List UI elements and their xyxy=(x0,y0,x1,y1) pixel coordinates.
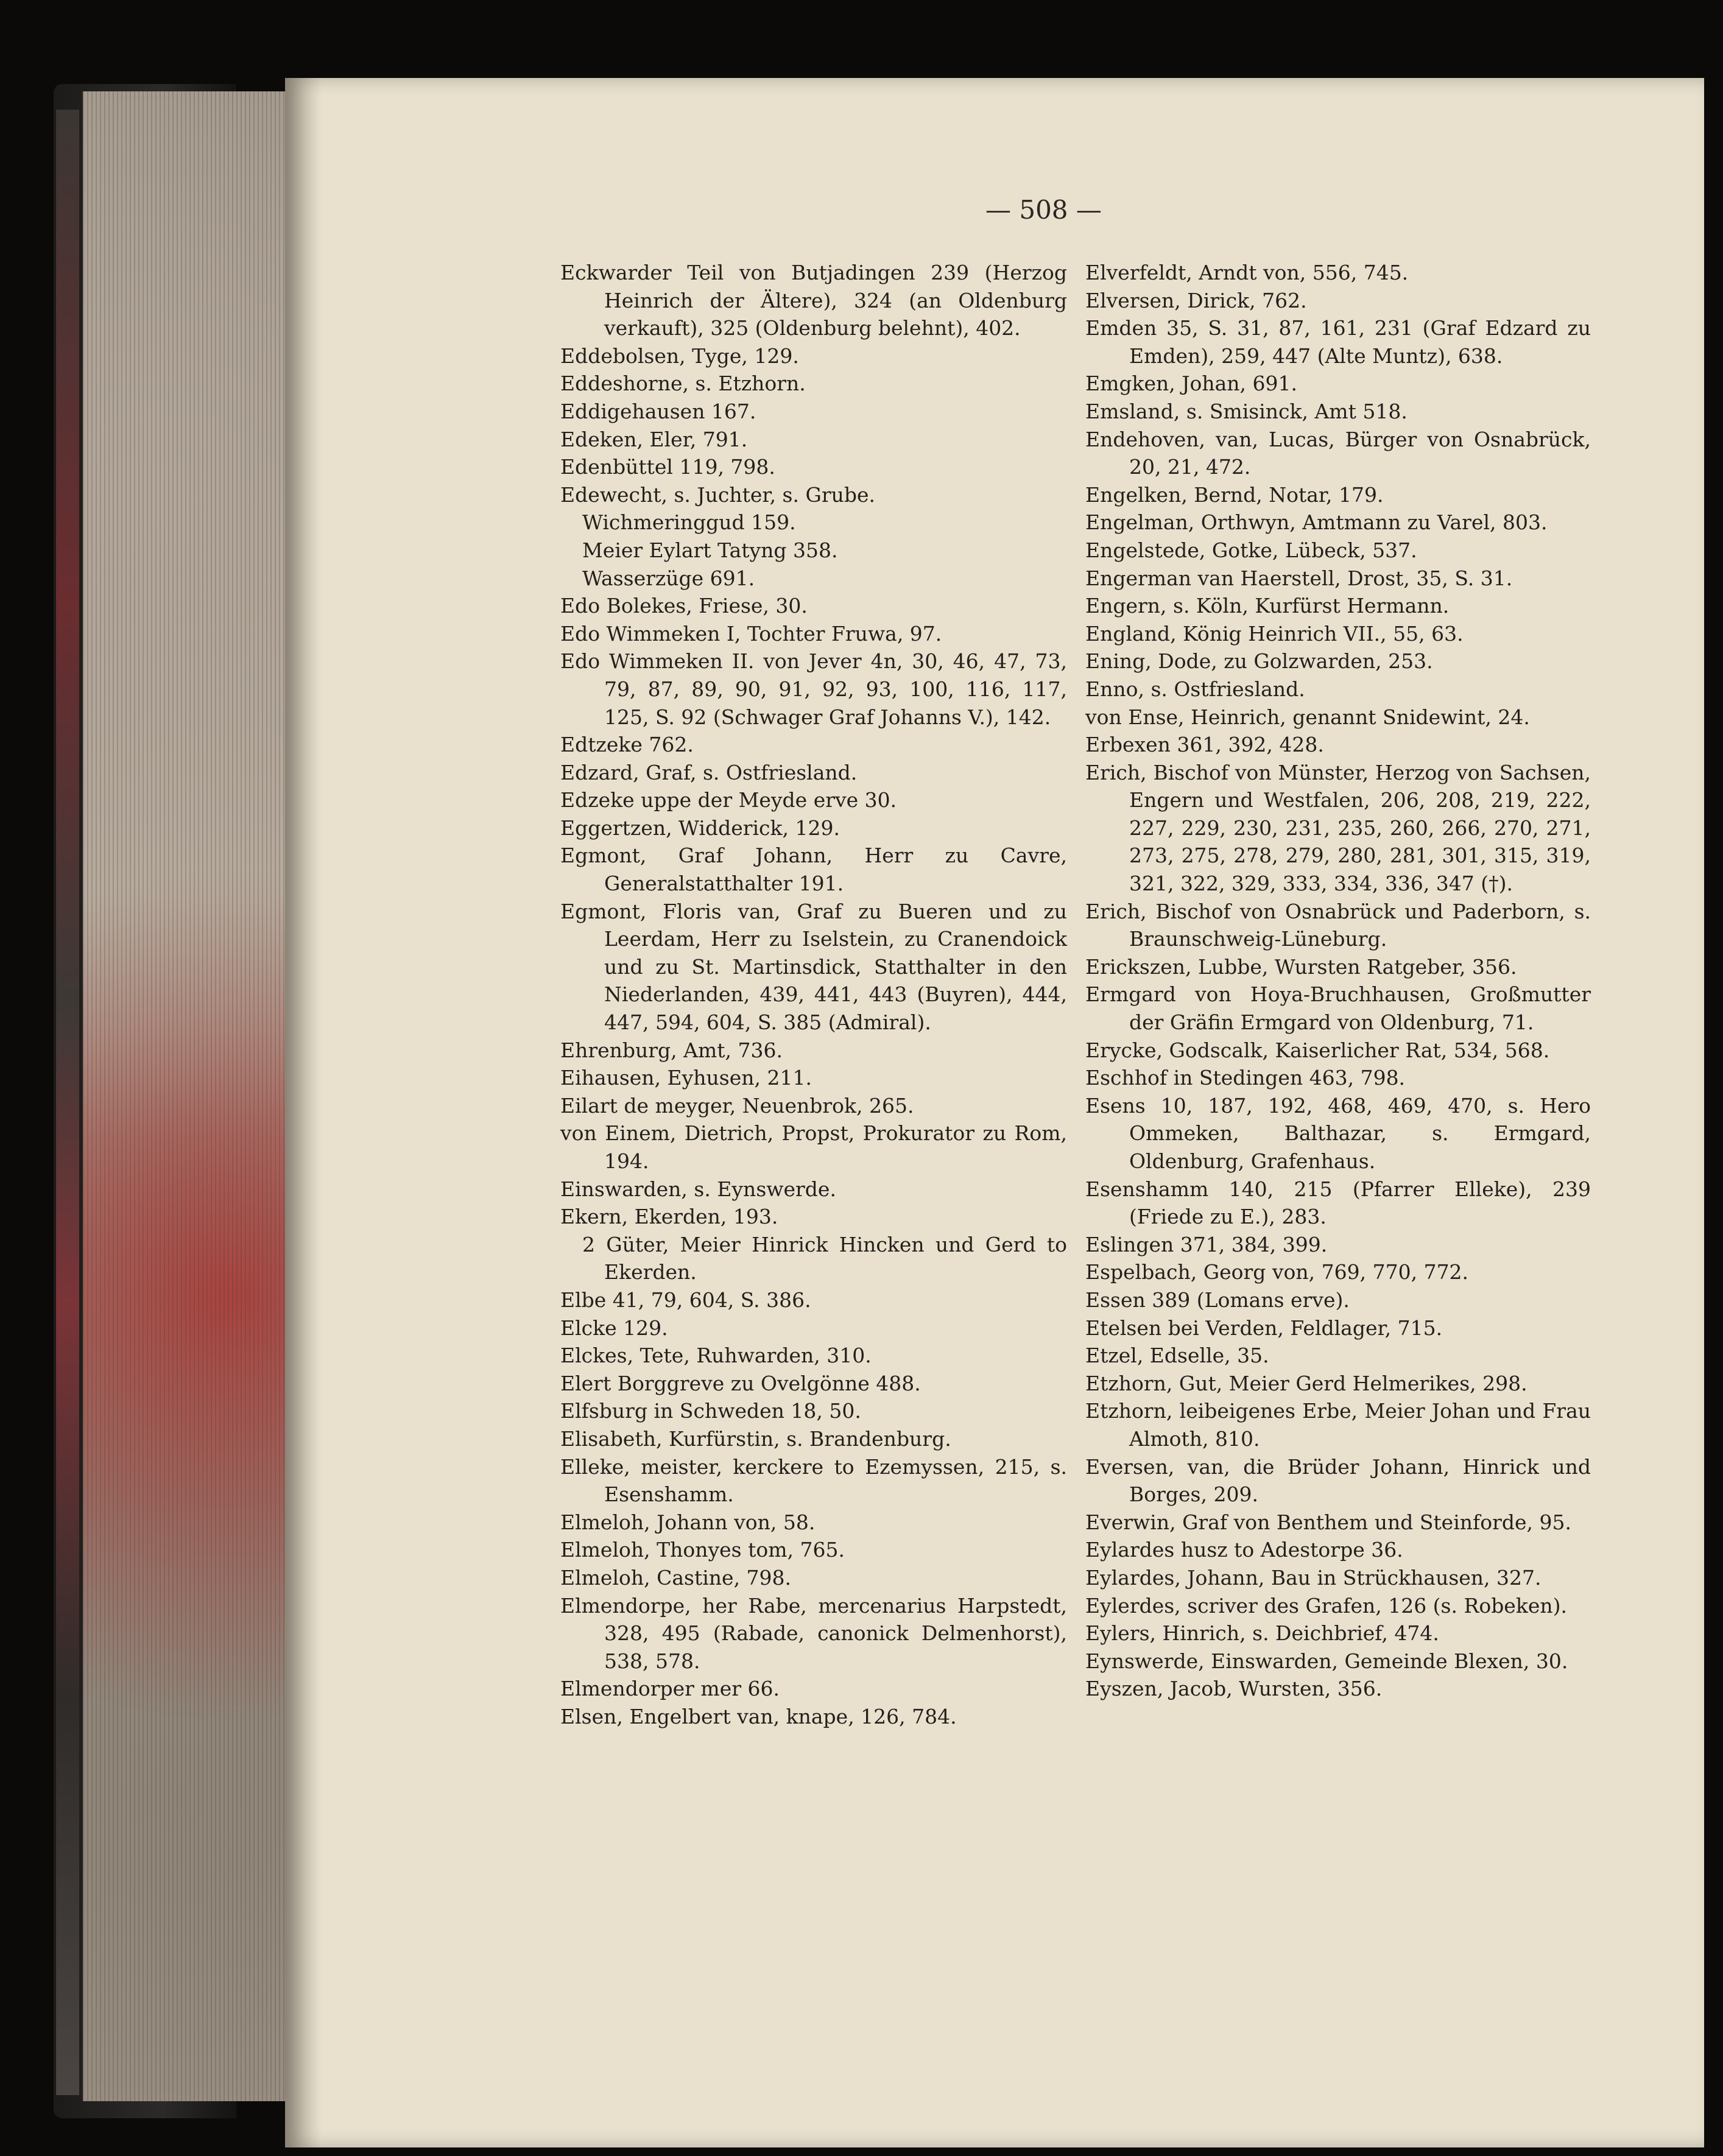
index-entry: Eylers, Hinrich, s. Deichbrief, 474. xyxy=(1085,1621,1439,1646)
index-entry: Elert Borggreve zu Ovelgönne 488. xyxy=(560,1371,921,1395)
index-entry: Edewecht, s. Juchter, s. Grube. xyxy=(560,482,875,507)
index-entry: England, König Heinrich VII., 55, 63. xyxy=(1085,621,1464,646)
index-entry: Eylerdes, scriver des Grafen, 126 (s. Robeken). xyxy=(1085,1593,1567,1618)
index-entry: Esenshamm 140, 215 (Pfarrer Elleke), 239 (Friede zu E.), 283. xyxy=(1085,1177,1591,1229)
index-entry: Ermgard von Hoya-Bruchhausen, Großmutter der Gräfin Ermgard von Oldenburg, 71. xyxy=(1085,982,1591,1035)
index-entry: Esens 10, 187, 192, 468, 469, 470, s. Hero Ommeken, Balthazar, s. Ermgard, Oldenburg, Grafenhaus. xyxy=(1085,1093,1591,1173)
index-entry: Engern, s. Köln, Kurfürst Hermann. xyxy=(1085,594,1450,618)
index-entry: Edenbüttel 119, 798. xyxy=(560,455,775,479)
index-column-right xyxy=(1085,259,1591,1703)
index-entry: Einswarden, s. Eynswerde. xyxy=(560,1177,836,1201)
index-entry: Eylardes, Johann, Bau in Strückhausen, 327. xyxy=(1085,1565,1542,1590)
index-entry: Essen 389 (Lomans erve). xyxy=(1085,1288,1350,1312)
index-entry: Eslingen 371, 384, 399. xyxy=(1085,1232,1328,1256)
index-entry: Elckes, Tete, Ruhwarden, 310. xyxy=(560,1344,872,1368)
index-entry: Espelbach, Georg von, 769, 770, 772. xyxy=(1085,1260,1469,1284)
index-entry: Edzard, Graf, s. Ostfriesland. xyxy=(560,760,858,784)
index-entry: Endehoven, van, Lucas, Bürger von Osnabrück, 20, 21, 472. xyxy=(1085,427,1591,479)
index-entry: Eddebolsen, Tyge, 129. xyxy=(560,343,799,368)
index-entry: Elmeloh, Johann von, 58. xyxy=(560,1510,816,1534)
index-entry: Eyszen, Jacob, Wursten, 356. xyxy=(1085,1677,1383,1701)
index-entry: Elversen, Dirick, 762. xyxy=(1085,288,1307,312)
index-entry: Eynswerde, Einswarden, Gemeinde Blexen, 30. xyxy=(1085,1649,1568,1673)
index-entry: Elleke, meister, kerckere to Ezemyssen, 215, s. Esenshamm. xyxy=(560,1454,1067,1507)
index-entry: Eckwarder Teil von Butjadingen 239 (Herzog Heinrich der Ältere), 324 (an Oldenburg verkauft), 325 (Oldenburg belehnt), 402. xyxy=(560,261,1067,340)
index-entry: Elmendorpe, her Rabe, mercenarius Harpstedt, 328, 495 (Rabade, canonick Delmenhorst), 538, 578. xyxy=(560,1593,1067,1673)
index-entry: Elmendorper mer 66. xyxy=(560,1677,780,1701)
page-edges xyxy=(79,91,290,2101)
page-number: — 508 — xyxy=(985,195,1102,225)
index-entry: Edzeke uppe der Meyde erve 30. xyxy=(560,788,897,812)
index-entry: von Ense, Heinrich, genannt Snidewint, 24. xyxy=(1085,705,1530,729)
index-entry: Eddeshorne, s. Etzhorn. xyxy=(560,372,806,396)
index-entry: Etelsen bei Verden, Feldlager, 715. xyxy=(1085,1316,1443,1340)
index-entry: Erich, Bischof von Osnabrück und Paderborn, s. Braunschweig-Lüneburg. xyxy=(1085,899,1591,951)
index-entry: Elcke 129. xyxy=(560,1316,668,1340)
index-entry: Ehrenburg, Amt, 736. xyxy=(560,1038,783,1062)
index-entry: Elsen, Engelbert van, knape, 126, 784. xyxy=(560,1704,957,1728)
index-entry: Egmont, Floris van, Graf zu Bueren und zu Leerdam, Herr zu Iselstein, zu Cranendoick und zu St. Martinsdick, Statthalter in den Niederlanden, 439, 441, 443 (Buyren), 444, 447, 594, 604, S. 385 (Admiral). xyxy=(560,899,1067,1035)
index-entry: Elbe 41, 79, 604, S. 386. xyxy=(560,1288,811,1312)
index-entry: Elisabeth, Kurfürstin, s. Brandenburg. xyxy=(560,1426,951,1451)
index-entry: Everwin, Graf von Benthem und Steinforde, 95. xyxy=(1085,1510,1571,1534)
index-entry: Eversen, van, die Brüder Johann, Hinrick und Borges, 209. xyxy=(1085,1454,1591,1507)
index-entry: Erich, Bischof von Münster, Herzog von Sachsen, Engern und Westfalen, 206, 208, 219, 222, 227, 229, 230, 231, 235, 260, 266, 270, 271, 273, 275, 278, 279, 280, 281, 301, 315, 319, 321, 322, 329, 333, 334, 336, 347 (†). xyxy=(1085,760,1591,896)
index-entry: von Einem, Dietrich, Propst, Prokurator zu Rom, 194. xyxy=(560,1121,1067,1173)
book-page xyxy=(285,78,1704,2147)
index-entry: Wichmeringgud 159. xyxy=(582,510,796,535)
index-entry: Emsland, s. Smisinck, Amt 518. xyxy=(1085,399,1408,423)
index-entry: Enno, s. Ostfriesland. xyxy=(1085,677,1305,701)
index-entry: Eihausen, Eyhusen, 211. xyxy=(560,1066,812,1090)
index-entry: Eilart de meyger, Neuenbrok, 265. xyxy=(560,1093,914,1118)
index-entry: Ening, Dode, zu Golzwarden, 253. xyxy=(1085,649,1433,674)
index-entry: Eddigehausen 167. xyxy=(560,399,756,423)
index-entry: Eggertzen, Widderick, 129. xyxy=(560,816,840,840)
index-entry: Wasserzüge 691. xyxy=(582,566,755,590)
index-entry: Eylardes husz to Adestorpe 36. xyxy=(1085,1538,1403,1562)
index-entry: Etzel, Edselle, 35. xyxy=(1085,1344,1269,1368)
index-entry: Ekern, Ekerden, 193. xyxy=(560,1205,778,1229)
index-column-left xyxy=(560,259,1067,1730)
index-entry: Etzhorn, Gut, Meier Gerd Helmerikes, 298. xyxy=(1085,1371,1527,1395)
index-entry: Engelman, Orthwyn, Amtmann zu Varel, 803. xyxy=(1085,510,1548,535)
index-entry: Erbexen 361, 392, 428. xyxy=(1085,733,1324,757)
index-entry: Elverfeldt, Arndt von, 556, 745. xyxy=(1085,261,1409,284)
index-entry: Edo Wimmeken II. von Jever 4n, 30, 46, 47, 73, 79, 87, 89, 90, 91, 92, 93, 100, 116, 117, 125, S. 92 (Schwager Graf Johanns V.), 142. xyxy=(560,649,1067,729)
index-entry: 2 Güter, Meier Hinrick Hincken und Gerd to Ekerden. xyxy=(582,1232,1067,1284)
index-entry: Edo Bolekes, Friese, 30. xyxy=(560,594,808,618)
index-entry: Engerman van Haerstell, Drost, 35, S. 31. xyxy=(1085,566,1513,590)
index-entry: Elfsburg in Schweden 18, 50. xyxy=(560,1399,861,1423)
index-entry: Edo Wimmeken I, Tochter Fruwa, 97. xyxy=(560,621,942,646)
index-entry: Emden 35, S. 31, 87, 161, 231 (Graf Edzard zu Emden), 259, 447 (Alte Muntz), 638. xyxy=(1085,316,1591,368)
index-entry: Meier Eylart Tatyng 358. xyxy=(582,538,838,562)
index-entry: Emgken, Johan, 691. xyxy=(1085,372,1297,396)
index-entry: Egmont, Graf Johann, Herr zu Cavre, Generalstatthalter 191. xyxy=(560,844,1067,896)
marbled-endpaper xyxy=(56,110,80,2095)
index-entry: Edeken, Eler, 791. xyxy=(560,427,748,451)
index-entry: Elmeloh, Thonyes tom, 765. xyxy=(560,1538,845,1562)
index-entry: Elmeloh, Castine, 798. xyxy=(560,1565,792,1590)
index-entry: Erycke, Godscalk, Kaiserlicher Rat, 534, 568. xyxy=(1085,1038,1550,1062)
gutter-shadow xyxy=(285,78,322,2147)
index-entry: Eschhof in Stedingen 463, 798. xyxy=(1085,1066,1406,1090)
index-entry: Engelken, Bernd, Notar, 179. xyxy=(1085,482,1384,507)
index-entry: Erickszen, Lubbe, Wursten Ratgeber, 356. xyxy=(1085,954,1517,979)
index-entry: Engelstede, Gotke, Lübeck, 537. xyxy=(1085,538,1417,562)
index-entry: Etzhorn, leibeigenes Erbe, Meier Johan und Frau Almoth, 810. xyxy=(1085,1399,1591,1451)
index-entry: Edtzeke 762. xyxy=(560,733,694,757)
